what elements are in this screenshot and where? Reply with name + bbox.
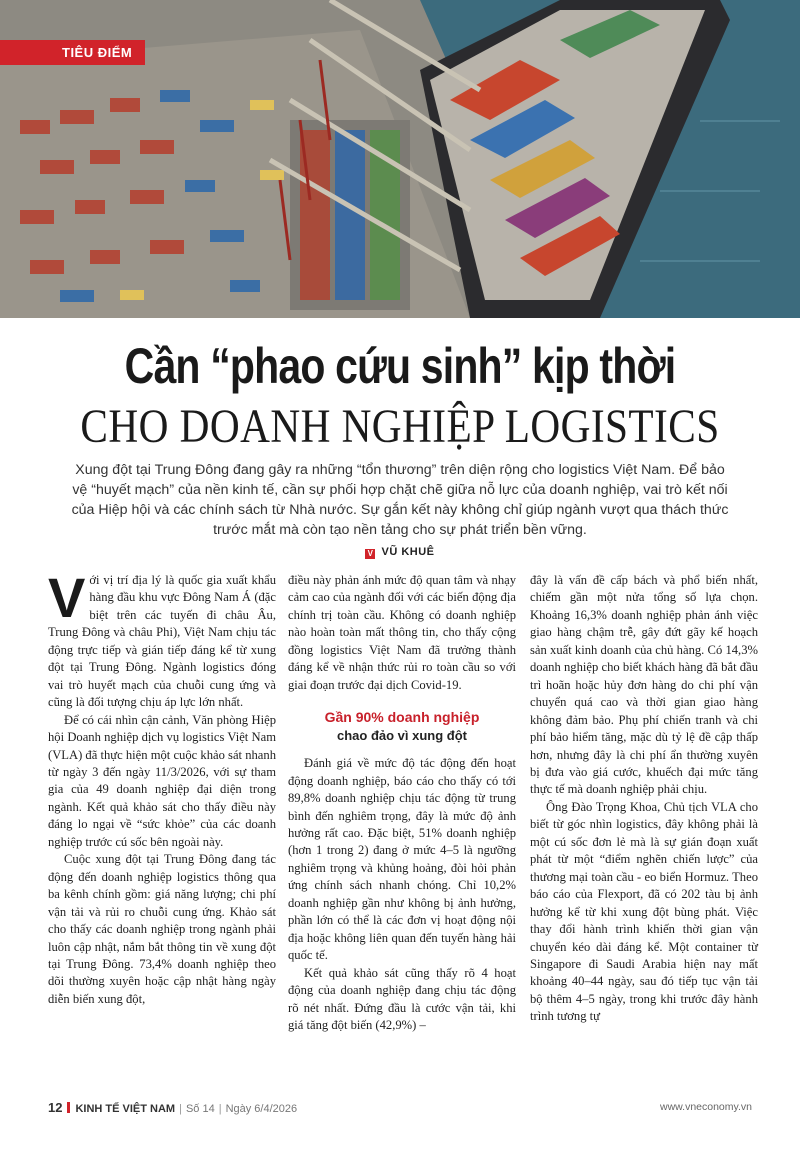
subheading <box>288 708 516 745</box>
issue-date: Ngày 6/4/2026 <box>225 1103 298 1115</box>
paragraph-text: ới vị trí địa lý là quốc gia xuất khẩu hàng đầu khu vực Đông Nam Á (đặc biệt trên các tuyến đi châu Âu, Trung Đông và châu Phi), Việt Nam chịu tác động trực tiếp và gián tiếp đáng kể từ xung đột tại Trung Đông. Ngành logistics đóng vai trò huyết mạch của chuỗi cung ứng và cũng là đối tượng chịu áp lực lớn nhất. <box>48 573 276 710</box>
headline-line1: Cần “phao cứu sinh” kịp thời <box>124 338 676 394</box>
paragraph: điều này phản ánh mức độ quan tâm và nhạy cảm cao của ngành đối với các biến động địa chính trị toàn cầu. Không có doanh nghiệp nào hoàn toàn mất thông tin, cho thấy cộng đồng logistics Việt Nam đã trưởng thành đáng kể về nhận thức rủi ro toàn cầu so với giai đoạn trước đại dịch Covid-19. <box>288 573 516 692</box>
paragraph <box>48 566 276 712</box>
article-column-2 <box>288 572 516 1034</box>
page-footer <box>48 1100 752 1118</box>
author-icon: V <box>365 549 375 559</box>
paragraph: Kết quả khảo sát cũng thấy rõ 4 hoạt động của doanh nghiệp đang chịu tác động rõ nét nhất. Đứng đầu là cước vận tải, khi giá tăng đột biến (42,9%) – <box>288 965 516 1032</box>
website-link[interactable]: www.vneconomy.vn <box>659 1101 752 1113</box>
lead-paragraph: Xung đột tại Trung Đông đang gây ra những “tổn thương” trên diện rộng cho logistics Việt Nam. Để bảo vệ “huyết mạch” của nền kinh tế, cần sự phối hợp chặt chẽ giữa nỗ lực của doanh nghiệp, vai trò kết nối của Hiệp hội và các chính sách từ Nhà nước. Sự gắn kết này không chỉ giúp ngành vượt qua thách thức trước mắt mà còn tạo nền tảng cho sự phát triển bền vững. <box>71 462 729 538</box>
paragraph: Cuộc xung đột tại Trung Đông đang tác động đến doanh nghiệp logistics thông qua ba kênh chính gồm: giá năng lượng; chi phí vận tải và rủi ro chuỗi cung ứng. Khảo sát cho thấy các doanh nghiệp trong ngành phải luôn cập nhật, nắm bắt thông tin về xung đột tại Trung Đông. 73,4% doanh nghiệp theo dõi thường xuyên hoặc cập nhật hàng ngày diễn biến xung đột, <box>48 852 276 1006</box>
author-name: VŨ KHUÊ <box>381 546 435 558</box>
headline-line2: CHO DOANH NGHIỆP LOGISTICS <box>80 400 720 453</box>
paragraph: Đánh giá về mức độ tác động đến hoạt động doanh nghiệp, báo cáo cho thấy có tới 89,8% doanh nghiệp chịu tác động từ trung bình đến nghiêm trọng, đây là mức độ ảnh hưởng rất cao. Đặc biệt, 51% doanh nghiệp (hơn 1 trong 2) đang ở mức 4–5 là ngưỡng nghiêm trọng và khủng hoảng, đòi hỏi phản ứng chính sách nhanh chóng. Chỉ 10,2% doanh nghiệp gần như không bị ảnh hưởng, phần lớn có thể là các đơn vị hoạt động nội địa hoặc không liên quan đến tuyến hàng hải quốc tế. <box>288 756 516 963</box>
paragraph: đây là vấn đề cấp bách và phổ biến nhất, chiếm gần một nửa tổng số lựa chọn. Khoảng 16,3% doanh nghiệp phản ánh việc giao hàng chậm trễ, gây đứt gãy kế hoạch sản xuất kinh doanh của chủ hàng. Có 14,3% doanh nghiệp cho biết khách hàng đã bắt đầu trì hoãn hoặc hủy đơn hàng do chi phí vận chuyển quá cao và thời gian giao hàng không đảm bảo. Phụ phí chiến tranh và chi phí bảo hiểm tăng, mặc dù tỷ lệ đề cập thấp hơn, nhưng đây là chi phí ẩn thường xuyên bị đưa vào giá cước, khuếch đại mức tăng thực tế mà doanh nghiệp phải chịu. <box>530 573 758 797</box>
byline <box>0 546 800 559</box>
footer-accent-bar <box>67 1102 70 1113</box>
paragraph: Ông Đào Trọng Khoa, Chủ tịch VLA cho biết từ góc nhìn logistics, đây không phải là một cú sốc đơn lẻ mà là sự gián đoạn xuất phát từ một “điểm nghẽn chiến lược” của thương mại toàn cầu - eo biển Hormuz. Theo báo cáo của Flexport, đã có 202 tàu bị ảnh hưởng kể từ khi xung đột bùng phát. Việc thay đổi hành trình khiến thời gian vận chuyển kéo dài đáng kể. Một container từ Singapore đi Saudi Arabia hiện nay mất khoảng 40–44 ngày, sau đó tiếp tục vận tải bộ thêm 4–5 ngày, trong khi trước đây hành trình tương tự <box>530 799 758 1024</box>
section-tag: TIÊU ĐIỂM <box>0 40 145 65</box>
paragraph: Để có cái nhìn cận cảnh, Văn phòng Hiệp hội Doanh nghiệp dịch vụ logistics Việt Nam (VLA) đã thực hiện một cuộc khảo sát nhanh từ ngày 3 đến ngày 11/3/2026, với sự tham gia của 49 doanh nghiệp đại diện trong ngành. Kết quả khảo sát cho thấy điều này đáng lo ngại về “sức khỏe” của các doanh nghiệp trước cú sốc bên ngoài này. <box>48 712 276 849</box>
subheading-line1: Gần 90% doanh nghiệp <box>324 709 480 726</box>
footer-separator: | <box>218 1103 222 1115</box>
footer-separator: | <box>179 1103 182 1115</box>
issue-number: Số 14 <box>185 1103 215 1115</box>
subheading-line2: chao đảo vì xung đột <box>336 728 467 744</box>
hero-image <box>0 0 800 318</box>
magazine-name: KINH TẾ VIỆT NAM <box>75 1103 176 1115</box>
article-column-3 <box>530 572 758 1026</box>
dropcap: V <box>48 566 86 629</box>
article-column-1 <box>48 566 276 1008</box>
page-number: 12 <box>48 1100 63 1115</box>
